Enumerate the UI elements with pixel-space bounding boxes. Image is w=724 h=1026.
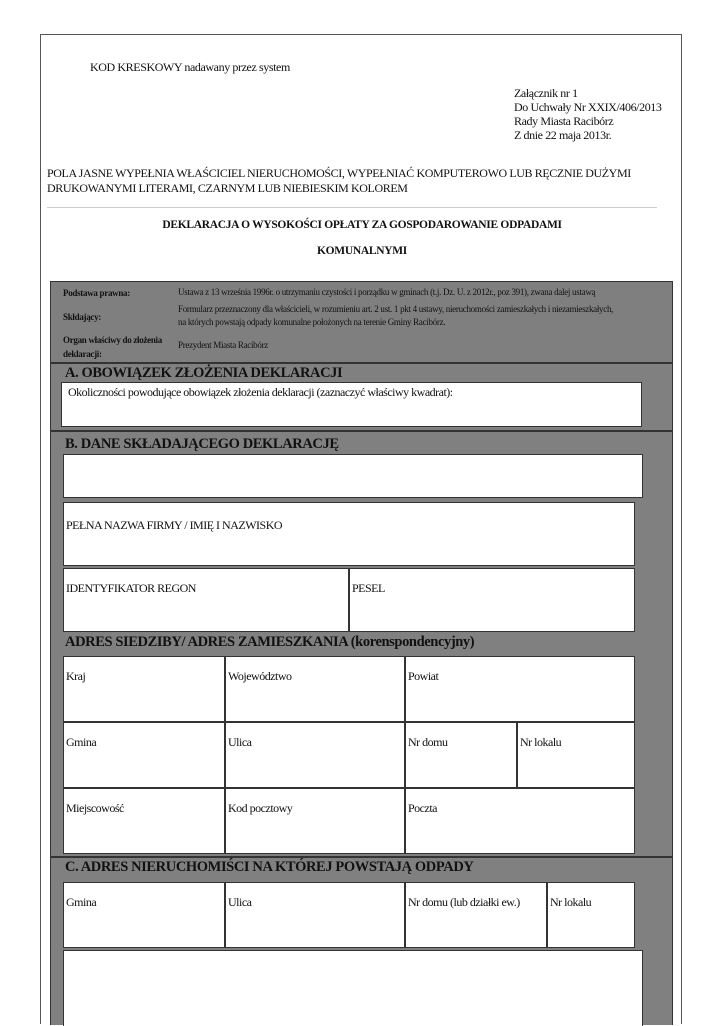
property-commune-field[interactable]: Gmina	[63, 882, 225, 948]
postal-code-field[interactable]: Kod pocztowy	[225, 788, 405, 854]
section-c-title: C. ADRES NIERUCHOMIŚCI NA KTÓREJ POWSTAJĄ ODPADY	[65, 859, 474, 875]
declaration-title: DEKLARACJA O WYSOKOŚCI OPŁATY ZA GOSPODAROWANIE ODPADAMI	[162, 219, 562, 231]
circumstances-field[interactable]: Okoliczności powodujące obowiązek złożenia deklaracji (zaznaczyć właściwy kwadrat):	[61, 382, 642, 427]
section-a	[50, 363, 673, 431]
attachment-line: Rady Miasta Racibórz	[514, 114, 614, 128]
attachment-line: Załącznik nr 1	[514, 86, 578, 100]
full-name-field[interactable]: PEŁNA NAZWA FIRMY / IMIĘ I NAZWISKO	[63, 502, 635, 566]
property-street-field[interactable]: Ulica	[225, 882, 405, 948]
voivodeship-field[interactable]: Województwo	[225, 656, 405, 722]
form-page	[40, 34, 682, 1024]
instruction-line: POLA JASNE WYPEŁNIA WŁAŚCICIEL NIERUCHOMOŚCI, WYPEŁNIAĆ KOMPUTEROWO LUB RĘCZNIE DUŻYMI	[47, 166, 631, 180]
section-b-title: B. DANE SKŁADAJĄCEGO DEKLARACJĘ	[65, 436, 339, 452]
street-field[interactable]: Ulica	[225, 722, 405, 788]
property-extra-field[interactable]	[63, 950, 643, 1026]
property-house-number-field[interactable]: Nr domu (lub działki ew.)	[405, 882, 547, 948]
filer-value	[178, 303, 668, 329]
section-b	[50, 431, 673, 857]
filer-label: Skłdający:	[63, 312, 102, 322]
section-a-title: A. OBOWIĄZEK ZŁOŻENIA DEKLARACJI	[65, 365, 343, 381]
attachment-line: Do Uchwały Nr XXIX/406/2013	[514, 100, 662, 114]
section-c	[50, 857, 673, 1025]
attachment-note	[514, 86, 662, 142]
organ-label-line: Organ właściwy do złożenia	[63, 335, 162, 345]
country-field[interactable]: Kraj	[63, 656, 225, 722]
filer-type-field[interactable]	[63, 454, 643, 498]
county-field[interactable]: Powiat	[405, 656, 635, 722]
flat-number-field[interactable]: Nr lokalu	[517, 722, 635, 788]
organ-label	[63, 333, 162, 361]
regon-field[interactable]: IDENTYFIKATOR REGON	[63, 568, 349, 632]
property-flat-number-field[interactable]: Nr lokalu	[547, 882, 635, 948]
filer-value-line: na których powstają odpady komunalne położonych na terenie Gminy Racibórz.	[178, 317, 446, 327]
post-office-field[interactable]: Poczta	[405, 788, 635, 854]
attachment-line: Z dnie 22 maja 2013r.	[514, 128, 612, 142]
commune-field[interactable]: Gmina	[63, 722, 225, 788]
organ-value: Prezydent Miasta Racibórz	[178, 340, 268, 350]
divider	[47, 207, 657, 208]
legal-info-block	[50, 281, 673, 363]
city-field[interactable]: Miejscowość	[63, 788, 225, 854]
pesel-field[interactable]: PESEL	[349, 568, 635, 632]
house-number-field[interactable]: Nr domu	[405, 722, 517, 788]
fill-instructions	[47, 166, 667, 196]
legal-basis-label: Podstawa prawna:	[63, 288, 130, 298]
address-title: ADRES SIEDZIBY/ ADRES ZAMIESZKANIA (korenspondencyjny)	[65, 634, 475, 650]
organ-label-line: deklaracji:	[63, 349, 102, 359]
barcode-note: KOD KRESKOWY nadawany przez system	[90, 60, 290, 74]
legal-basis-value: Ustawa z 13 września 1996r. o utrzymaniu czystości i porządku w gminach (t.j. Dz. U. z 2012r., poz 391), zwana dalej ustawą	[178, 287, 596, 297]
filer-value-line: Formularz przeznaczony dla właścicieli, w rozumieniu art. 2 ust. 1 pkt 4 ustawy, nieruchomości zamieszkałych i niezamieszkałych,	[178, 304, 614, 314]
instruction-line: DRUKOWANYMI LITERAMI, CZARNYM LUB NIEBIESKIM KOLOREM	[47, 181, 408, 195]
declaration-title-cont: KOMUNALNYMI	[317, 245, 407, 257]
